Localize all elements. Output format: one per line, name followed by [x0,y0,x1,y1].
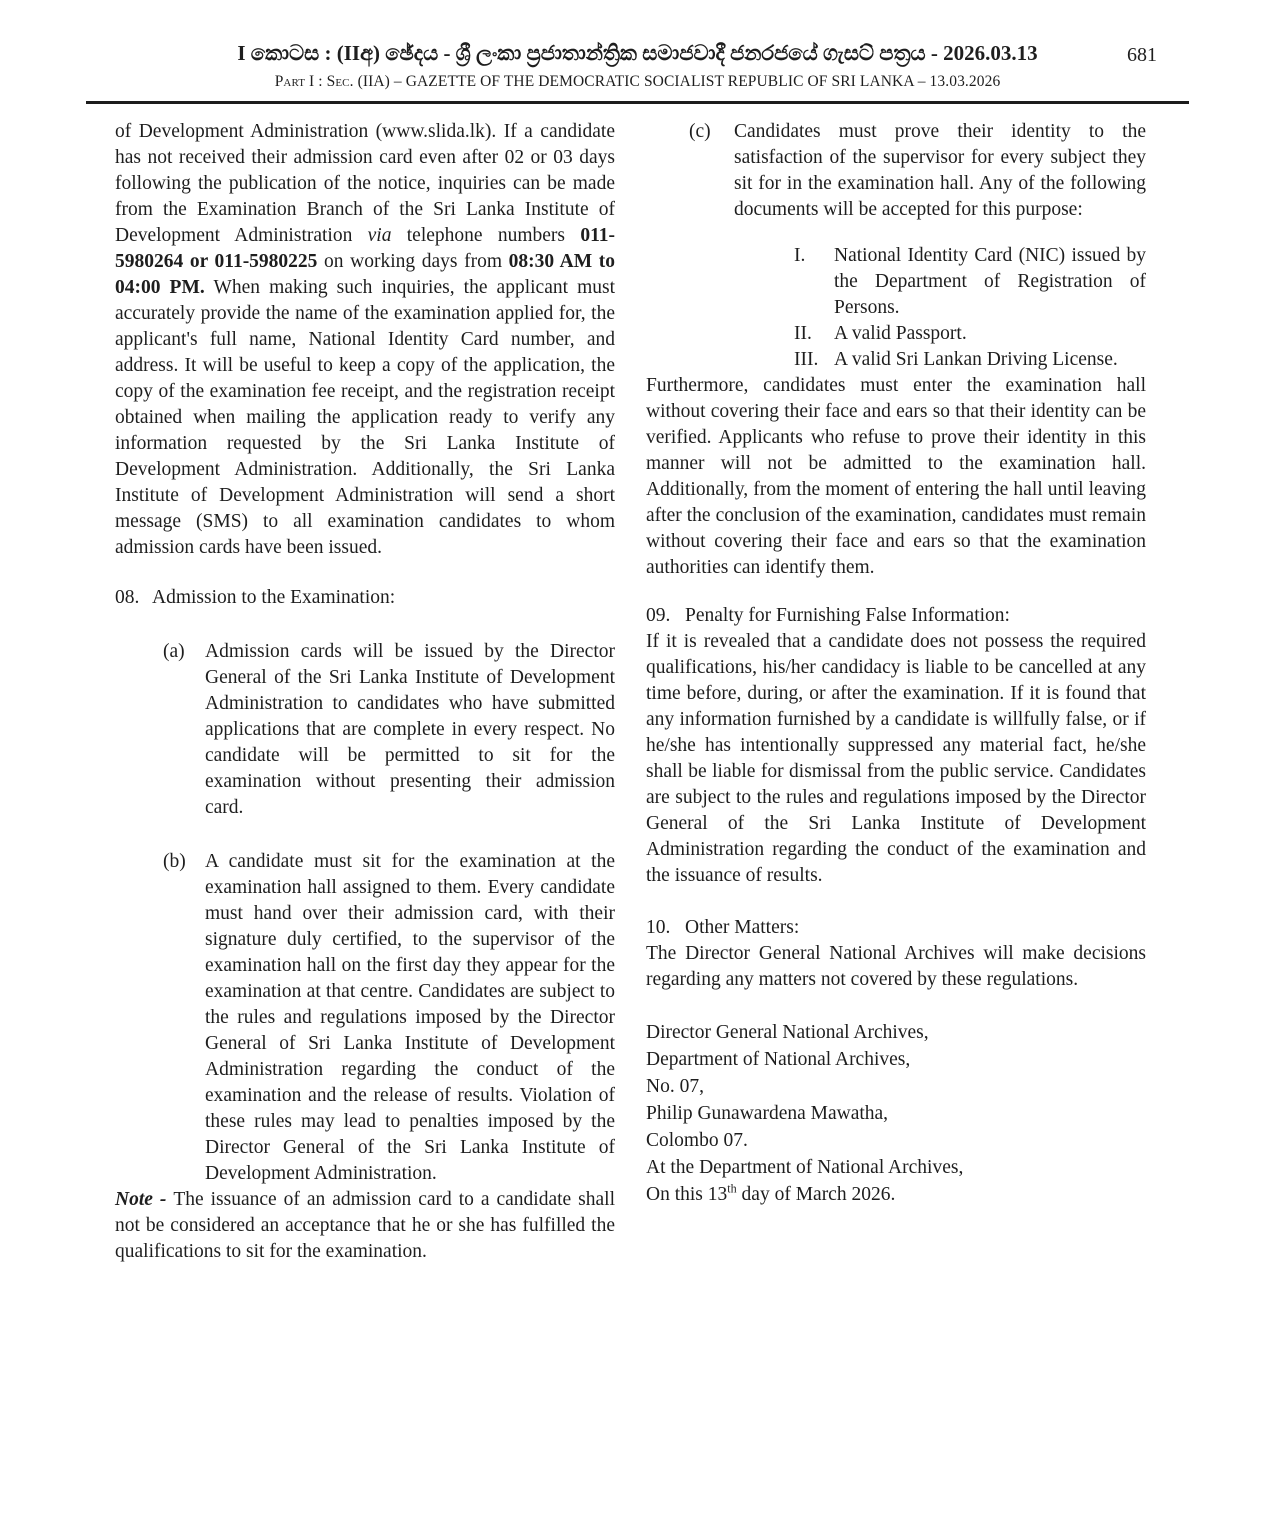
list-item-b [163,849,615,1187]
roman-3-text: A valid Sri Lankan Driving License. [834,349,1118,370]
item-c-marker: (c) [689,121,711,142]
list-item-a [163,639,615,821]
date-ordinal-suffix: th [727,1181,737,1196]
signature-line: Director General National Archives, [646,1022,929,1043]
roman-3-marker: III. [794,349,819,370]
item-b-text: A candidate must sit for the examination at the examination hall assigned to them. Every candidate must hand over their admission card, with their signature duly certified, to the supervisor of the examination hall on the first day they appear for the examination at that centre. Candidates are subject to the rules and regulations imposed by the Director General of Sri Lanka Institute of Development Administration regarding the conduct of the examination and the release of results. Violation of these rules may lead to penalties imposed by the Director General of the Sri Lanka Institute of Development Administration. [205,851,615,1184]
list-item-roman-2 [794,321,1146,347]
item-b-marker: (b) [163,851,186,872]
header-sinhala-text: I කොටස : (IIඅ) ඡේදය - ශ්‍රී ලංකා ප්‍රජාතාන්ත්‍රික සමාජවාදී ජනරජයේ ගැසට් පත්‍රය - [237,41,938,65]
date-prefix: On this 13 [646,1184,728,1205]
header-english-line [90,72,1185,92]
section-08-number: 08. [115,587,140,608]
section-10-body: The Director General National Archives will make decisions regarding any matters not covered by these regulations. [646,943,1146,990]
identity-documents-list [794,243,1146,373]
right-column [646,119,1146,1265]
section-09-heading [646,603,1146,629]
roman-1-text: National Identity Card (NIC) issued by the Department of Registration of Persons. [834,245,1146,318]
page-number: 681 [1127,44,1157,66]
header-rule [86,101,1189,104]
signature-block [646,1019,1146,1208]
intro-seg7: When making such inquiries, the applicant must accurately provide the name of the examination applied for, the applicant's full name, National Identity Card number, and address. It will be useful to keep a copy of the application, the copy of the examination fee receipt, and the registration receipt obtained when mailing the application ready to verify any information requested by the Sri Lanka Institute of Development Administration. Additionally, the Sri Lanka Institute of Development Administration will send a short message (SMS) to all examination candidates to whom admission cards have been issued. [115,277,616,558]
note-paragraph [115,1187,615,1265]
two-column-body [115,119,1146,1265]
note-text: The issuance of an admission card to a candidate shall not be considered an acceptance that he or she has fulfilled the qualifications to sit for the examination. [115,1189,615,1262]
signature-line: Department of National Archives, [646,1049,911,1070]
section-08-title: Admission to the Examination: [152,587,396,608]
roman-2-text: A valid Passport. [834,323,967,344]
section-09-number: 09. [646,605,671,626]
list-item-c [689,119,1146,223]
signature-line: Philip Gunawardena Mawatha, [646,1103,889,1124]
roman-1-marker: I. [794,245,806,266]
section-10-number: 10. [646,917,671,938]
header-sinhala-date: 2026.03.13 [943,41,1038,65]
date-suffix: day of March 2026. [736,1184,896,1205]
signature-line: No. 07, [646,1076,704,1097]
intro-office-hours: 08:30 AM to 04:00 PM. [115,251,615,298]
item-c-text: Candidates must prove their identity to the satisfaction of the supervisor for every subject they sit for in the examination hall. Any of the following documents will be accepted for this purpose: [734,121,1146,220]
item-a-marker: (a) [163,641,185,662]
section-09-body: If it is revealed that a candidate does not possess the required qualifications, his/her candidacy is liable to be cancelled at any time before, during, or after the examination. If it is found that any information furnished by a candidate is willfully false, or if he/she has intentionally suppressed any material fact, he/she shall be liable for dismissal from the public service. Candidates are subject to the rules and regulations imposed by the Director General of the Sri Lanka Institute of Development Administration regarding the conduct of the examination and the issuance of results. [646,631,1146,886]
intro-phone-numbers: 011-5980264 or 011-5980225 [115,225,615,272]
intro-via-italic: via [367,225,392,246]
intro-paragraph [115,119,615,561]
intro-seg3: telephone numbers [391,225,581,246]
page-header [90,40,1185,92]
signature-line: At the Department of National Archives, [646,1157,964,1178]
list-item-roman-1 [794,243,1146,321]
section-08-heading [115,585,615,611]
roman-2-marker: II. [794,323,812,344]
signature-date-line [646,1181,1146,1208]
note-label: Note - [115,1189,174,1210]
section-10-title: Other Matters: [685,917,800,938]
signature-line: Colombo 07. [646,1130,748,1151]
intro-seg1: of Development Administration (www.slida.lk). If a candidate has not received their admission card even after 02 or 03 days following the publication of the notice, inquiries can be made from the Examination Branch of the Sri Lanka Institute of Development Administration [115,121,615,246]
item-a-text: Admission cards will be issued by the Director General of the Sri Lanka Institute of Development Administration to candidates who have submitted applications that are complete in every respect. No candidate will be permitted to sit for the examination without presenting their admission card. [205,641,615,818]
section-09-title: Penalty for Furnishing False Information: [685,605,1010,626]
furthermore-paragraph: Furthermore, candidates must enter the examination hall without covering their face and ears so that their identity can be verified. Applicants who refuse to prove their identity in this manner will not be admitted to the examination hall. Additionally, from the moment of entering the hall until leaving after the conclusion of the examination, candidates must remain without covering their face and ears so that the examination authorities can identify them. [646,375,1146,578]
intro-seg5: on working days from [317,251,509,272]
section-10-heading [646,915,1146,941]
header-part-section: Part I : Sec. (IIA) – [274,73,406,90]
header-gazette-title: GAZETTE OF THE DEMOCRATIC SOCIALIST REPUBLIC OF SRI LANKA – 13.03.2026 [405,73,1001,90]
list-item-roman-3 [794,347,1146,373]
left-column [115,119,615,1265]
header-sinhala-line [90,40,1185,66]
